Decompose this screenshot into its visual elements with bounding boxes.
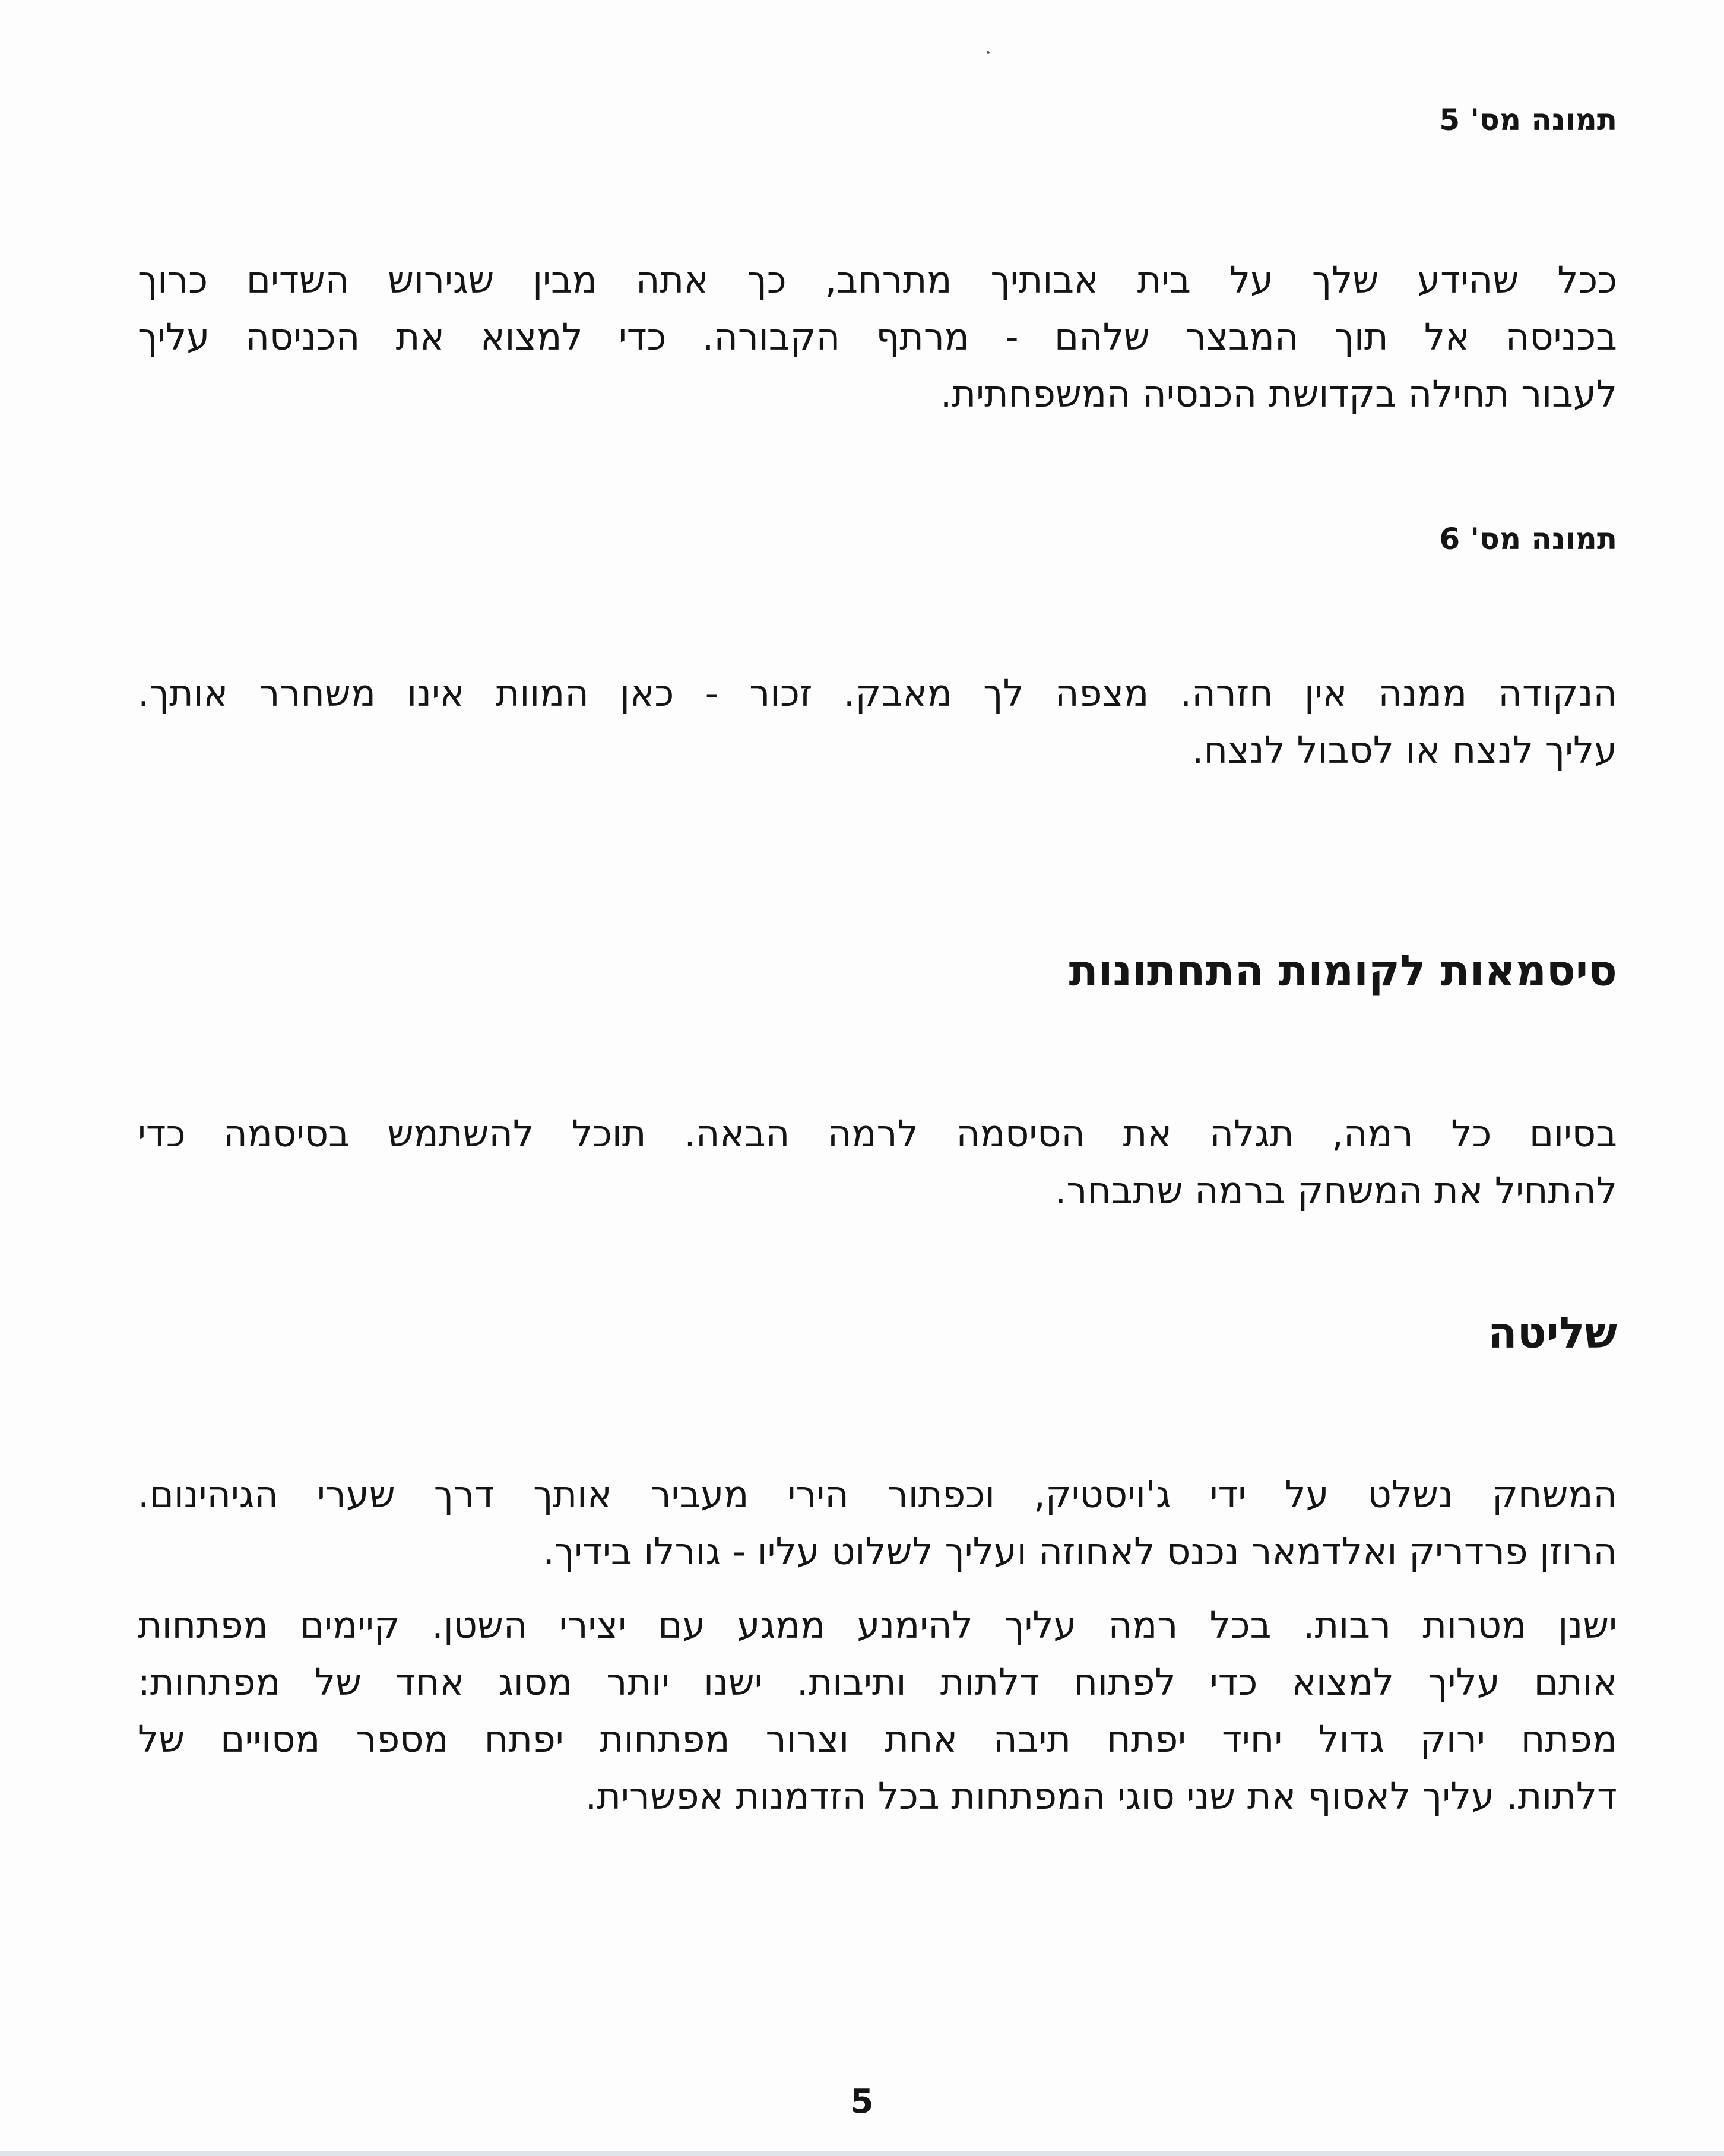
text-line: מפתח ירוק גדול יחיד יפתח תיבה אחת וצרור מפתחות יפתח מספר מסויים של — [138, 1717, 1617, 1761]
text-line: עליך לנצח או לסבול לנצח. — [1191, 728, 1617, 772]
paragraph-control-1 — [138, 1466, 1617, 1580]
caption-picture-6: תמונה מס' 6 — [1439, 522, 1617, 556]
text-line: להתחיל את המשחק ברמה שתבחר. — [1054, 1169, 1617, 1212]
caption-picture-5: תמונה מס' 5 — [1439, 103, 1617, 137]
page-bottom-edge — [0, 2151, 1724, 2156]
text-line: לעבור תחילה בקדושת הכנסיה המשפחתית. — [940, 372, 1617, 416]
text-line: דלתות. עליך לאסוף את שני סוגי המפתחות בכל הזדמנות אפשרית. — [585, 1774, 1617, 1818]
text-line: בכניסה אל תוך המבצר שלהם - מרתף הקבורה. כדי למצוא את הכניסה עליך — [138, 315, 1617, 359]
paragraph-picture-5 — [138, 252, 1617, 423]
page-number: 5 — [850, 2082, 874, 2121]
section-heading-passwords: סיסמאות לקומות התחתונות — [1069, 946, 1617, 995]
text-line: בסיום כל רמה, תגלה את הסיסמה לרמה הבאה. תוכל להשתמש בסיסמה כדי — [138, 1112, 1617, 1155]
text-line: הרוזן פרדריק ואלדמאר נכנס לאחוזה ועליך לשלוט עליו - גורלו בידיך. — [543, 1530, 1617, 1573]
paragraph-control-2 — [138, 1597, 1617, 1825]
paragraph-picture-6 — [138, 665, 1617, 779]
paragraph-passwords — [138, 1105, 1617, 1219]
paper-speck — [987, 51, 990, 54]
text-line: הנקודה ממנה אין חזרה. מצפה לך מאבק. זכור - כאן המוות אינו משחרר אותך. — [138, 671, 1617, 715]
text-line: אותם עליך למצוא כדי לפתוח דלתות ותיבות. ישנו יותר מסוג אחד של מפתחות: — [138, 1660, 1617, 1704]
text-line: המשחק נשלט על ידי ג'ויסטיק, וכפתור הירי מעביר אותך דרך שערי הגיהינום. — [138, 1473, 1617, 1516]
text-line: ישנן מטרות רבות. בכל רמה עליך להימנע ממגע עם יצירי השטן. קיימים מפתחות — [138, 1603, 1617, 1647]
section-heading-control: שליטה — [1488, 1308, 1617, 1358]
text-line: ככל שהידע שלך על בית אבותיך מתרחב, כך אתה מבין שגירוש השדים כרוך — [138, 258, 1617, 302]
